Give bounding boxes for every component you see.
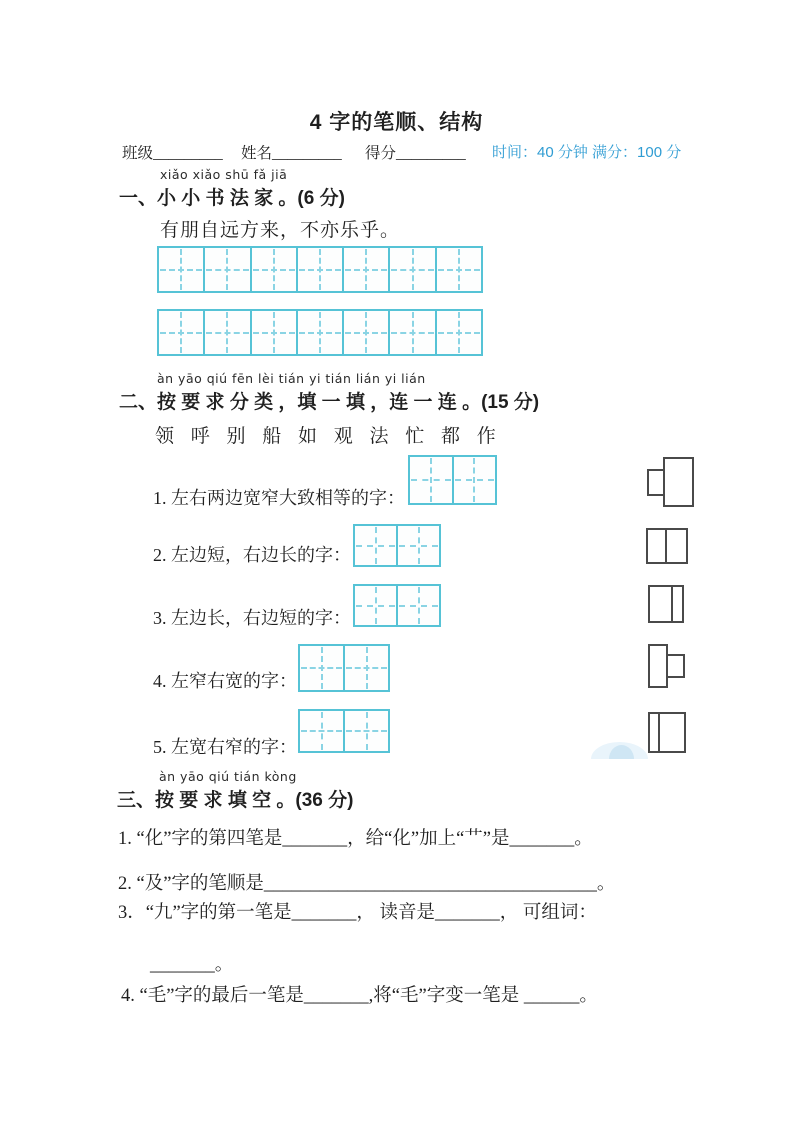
writing-cell	[355, 526, 396, 565]
question-3-line-1: 3．“九”字的第一笔是_______， 读音是_______， 可组词：	[118, 903, 597, 923]
icon-divider	[671, 585, 673, 623]
name-field	[241, 141, 342, 163]
question-4: 4. “毛”字的最后一笔是_______,将“毛”字变一笔是 ______。	[121, 986, 598, 1006]
page-title: 4 字的笔顺、结构	[309, 111, 484, 134]
structure-icon-left-right-equal	[646, 528, 688, 564]
question-3-line-2: _______。	[150, 955, 234, 975]
class-label: 班级	[122, 145, 154, 162]
writing-cell	[410, 457, 452, 503]
section2-pinyin: àn yāo qiú fēn lèi tián yi tián lián yi lián	[157, 371, 426, 386]
item-1-label: 1. 左右两边宽窄大致相等的字：	[153, 488, 405, 508]
icon-right-part	[666, 654, 685, 678]
writing-cell	[396, 526, 439, 565]
structure-icon-left-wide-right-narrow	[648, 585, 684, 623]
question-1: 1. “化”字的第四笔是_______，给“化”加上“艹”是_______。	[118, 829, 593, 849]
section2-heading: 二、按 要 求 分 类 ，填 一 填 ，连 一 连 。(15 分)	[119, 392, 540, 413]
item-4-label: 4. 左窄右宽的字：	[153, 671, 297, 691]
structure-icon-left-long-right-short	[648, 644, 686, 688]
icon-box	[646, 528, 688, 564]
writing-cell	[203, 248, 249, 291]
writing-cell	[342, 248, 388, 291]
item-1-answer-grid	[408, 455, 497, 505]
item-4-answer-grid	[298, 644, 390, 692]
icon-divider	[658, 712, 660, 753]
practice-sentence: 有朋自远方来，不亦乐乎。	[160, 220, 401, 241]
item-2-label: 2. 左边短，右边长的字：	[153, 545, 351, 565]
writing-cell	[435, 311, 481, 354]
structure-icon-left-short-right-long	[647, 457, 695, 507]
writing-cell	[250, 311, 296, 354]
writing-cell	[342, 311, 388, 354]
character-list: 领 呼 别 船 如 观 法 忙 都 作	[155, 426, 497, 447]
icon-box	[648, 585, 684, 623]
section3-pinyin: àn yāo qiú tián kòng	[159, 769, 297, 784]
writing-cell	[452, 457, 496, 503]
name-blank: _________	[272, 145, 342, 162]
section1-pinyin: xiǎo xiǎo shū fǎ jiā	[160, 167, 288, 182]
item-3-label: 3. 左边长，右边短的字：	[153, 608, 351, 628]
icon-box	[648, 712, 686, 753]
writing-cell	[343, 646, 388, 690]
class-blank: _________	[153, 145, 223, 162]
icon-divider	[665, 528, 667, 564]
writing-cell	[159, 311, 203, 354]
item-5-answer-grid	[298, 709, 390, 753]
score-label: 得分	[365, 145, 397, 162]
name-label: 姓名	[241, 145, 273, 162]
item-5-label: 5. 左宽右窄的字：	[153, 737, 297, 757]
writing-grid-row-2	[157, 309, 483, 356]
writing-cell	[300, 646, 343, 690]
score-field	[365, 141, 466, 163]
section1-heading: 一、小 小 书 法 家 。(6 分)	[119, 188, 345, 209]
class-field	[122, 141, 223, 163]
item-2-answer-grid	[353, 524, 441, 567]
item-3-answer-grid	[353, 584, 441, 627]
writing-cell	[296, 248, 342, 291]
icon-right-part	[663, 457, 694, 507]
writing-cell	[296, 311, 342, 354]
icon-left-part	[648, 644, 668, 688]
question-2: 2. “及”字的笔顺是____________________________________。	[118, 874, 616, 894]
writing-cell	[396, 586, 439, 625]
writing-cell	[203, 311, 249, 354]
writing-cell	[388, 311, 434, 354]
time-info: 时间：40 分钟 满分：100 分	[492, 144, 682, 161]
writing-grid-row-1	[157, 246, 483, 293]
writing-cell	[250, 248, 296, 291]
writing-cell	[343, 711, 388, 751]
score-blank: _________	[396, 145, 466, 162]
section3-heading: 三、按 要 求 填 空 。(36 分)	[117, 790, 354, 811]
structure-icon-left-narrow-right-wide	[648, 712, 686, 753]
writing-cell	[388, 248, 434, 291]
writing-cell	[159, 248, 203, 291]
writing-cell	[300, 711, 343, 751]
writing-cell	[435, 248, 481, 291]
writing-cell	[355, 586, 396, 625]
